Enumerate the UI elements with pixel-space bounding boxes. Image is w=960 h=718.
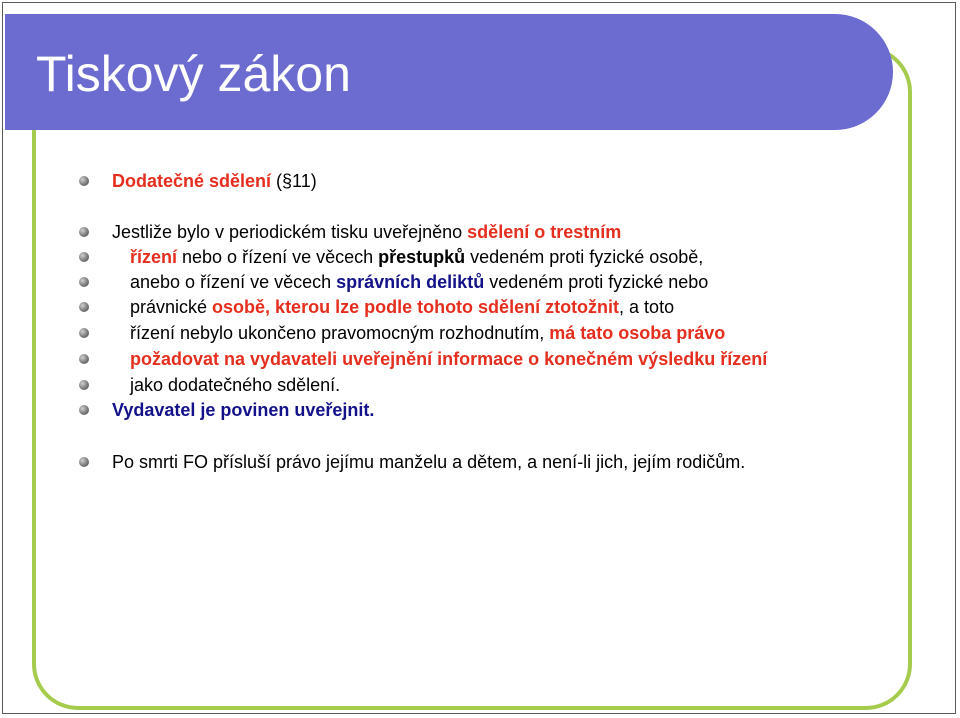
bullet-dot-icon xyxy=(79,380,89,390)
bullet-text xyxy=(112,397,374,423)
text-run: řízení xyxy=(130,247,178,267)
bullet-text xyxy=(130,346,767,372)
bullet-dot-icon xyxy=(79,328,89,338)
bullet-dot-icon xyxy=(79,252,89,262)
text-run: nebo o řízení ve věcech xyxy=(177,247,379,267)
bullet-line xyxy=(0,244,960,270)
bullet-dot-icon xyxy=(79,277,89,287)
bullet-dot-icon xyxy=(79,227,89,237)
bullet-dot-icon xyxy=(79,302,89,312)
text-run: , a toto xyxy=(619,297,675,317)
bullet-text xyxy=(112,449,745,475)
text-run: jako dodatečného sdělení. xyxy=(130,375,341,395)
bullet-line xyxy=(0,372,960,398)
bullet-line xyxy=(0,219,960,245)
bullet-line xyxy=(0,346,960,372)
bullet-line xyxy=(0,294,960,320)
bullet-text xyxy=(112,219,621,245)
text-run: má tato osoba právo xyxy=(549,323,726,343)
text-run: právnické xyxy=(130,297,213,317)
bullet-text xyxy=(130,294,674,320)
text-run: sdělení o trestním xyxy=(467,222,622,242)
text-run: řízení nebylo ukončeno pravomocným rozhodnutím, xyxy=(130,323,550,343)
bullet-line xyxy=(0,449,960,475)
bullet-dot-icon xyxy=(79,354,89,364)
text-run: požadovat na vydavateli uveřejnění informace o konečném výsledku řízení xyxy=(130,349,768,369)
text-run: anebo o řízení ve věcech xyxy=(130,272,337,292)
text-run: vedeném proti fyzické osobě, xyxy=(465,247,704,267)
bullet-line xyxy=(0,320,960,346)
bullet-text xyxy=(112,168,317,194)
text-run: přestupků xyxy=(378,247,466,267)
text-run: vedeném proti fyzické nebo xyxy=(484,272,709,292)
slide-title: Tiskový zákon xyxy=(36,46,351,102)
bullet-dot-icon xyxy=(79,176,89,186)
text-run: Jestliže bylo v periodickém tisku uveřejněno xyxy=(112,222,468,242)
bullet-dot-icon xyxy=(79,457,89,467)
bullet-line xyxy=(0,168,960,194)
bullet-text xyxy=(130,244,703,270)
text-run: osobě, kterou lze podle tohoto sdělení ztotožnit xyxy=(212,297,620,317)
text-run: Vydavatel je povinen uveřejnit. xyxy=(112,400,375,420)
bullet-dot-icon xyxy=(79,405,89,415)
text-run: (§11) xyxy=(271,171,317,191)
text-run: Po smrti FO přísluší právo jejímu manželu a dětem, a není-li jich, jejím rodičům. xyxy=(112,452,746,472)
bullet-line xyxy=(0,269,960,295)
text-run: Dodatečné sdělení xyxy=(112,171,272,191)
bullet-line xyxy=(0,397,960,423)
bullet-text xyxy=(130,269,708,295)
bullet-text xyxy=(130,372,340,398)
text-run: správních deliktů xyxy=(336,272,485,292)
bullet-text xyxy=(130,320,725,346)
